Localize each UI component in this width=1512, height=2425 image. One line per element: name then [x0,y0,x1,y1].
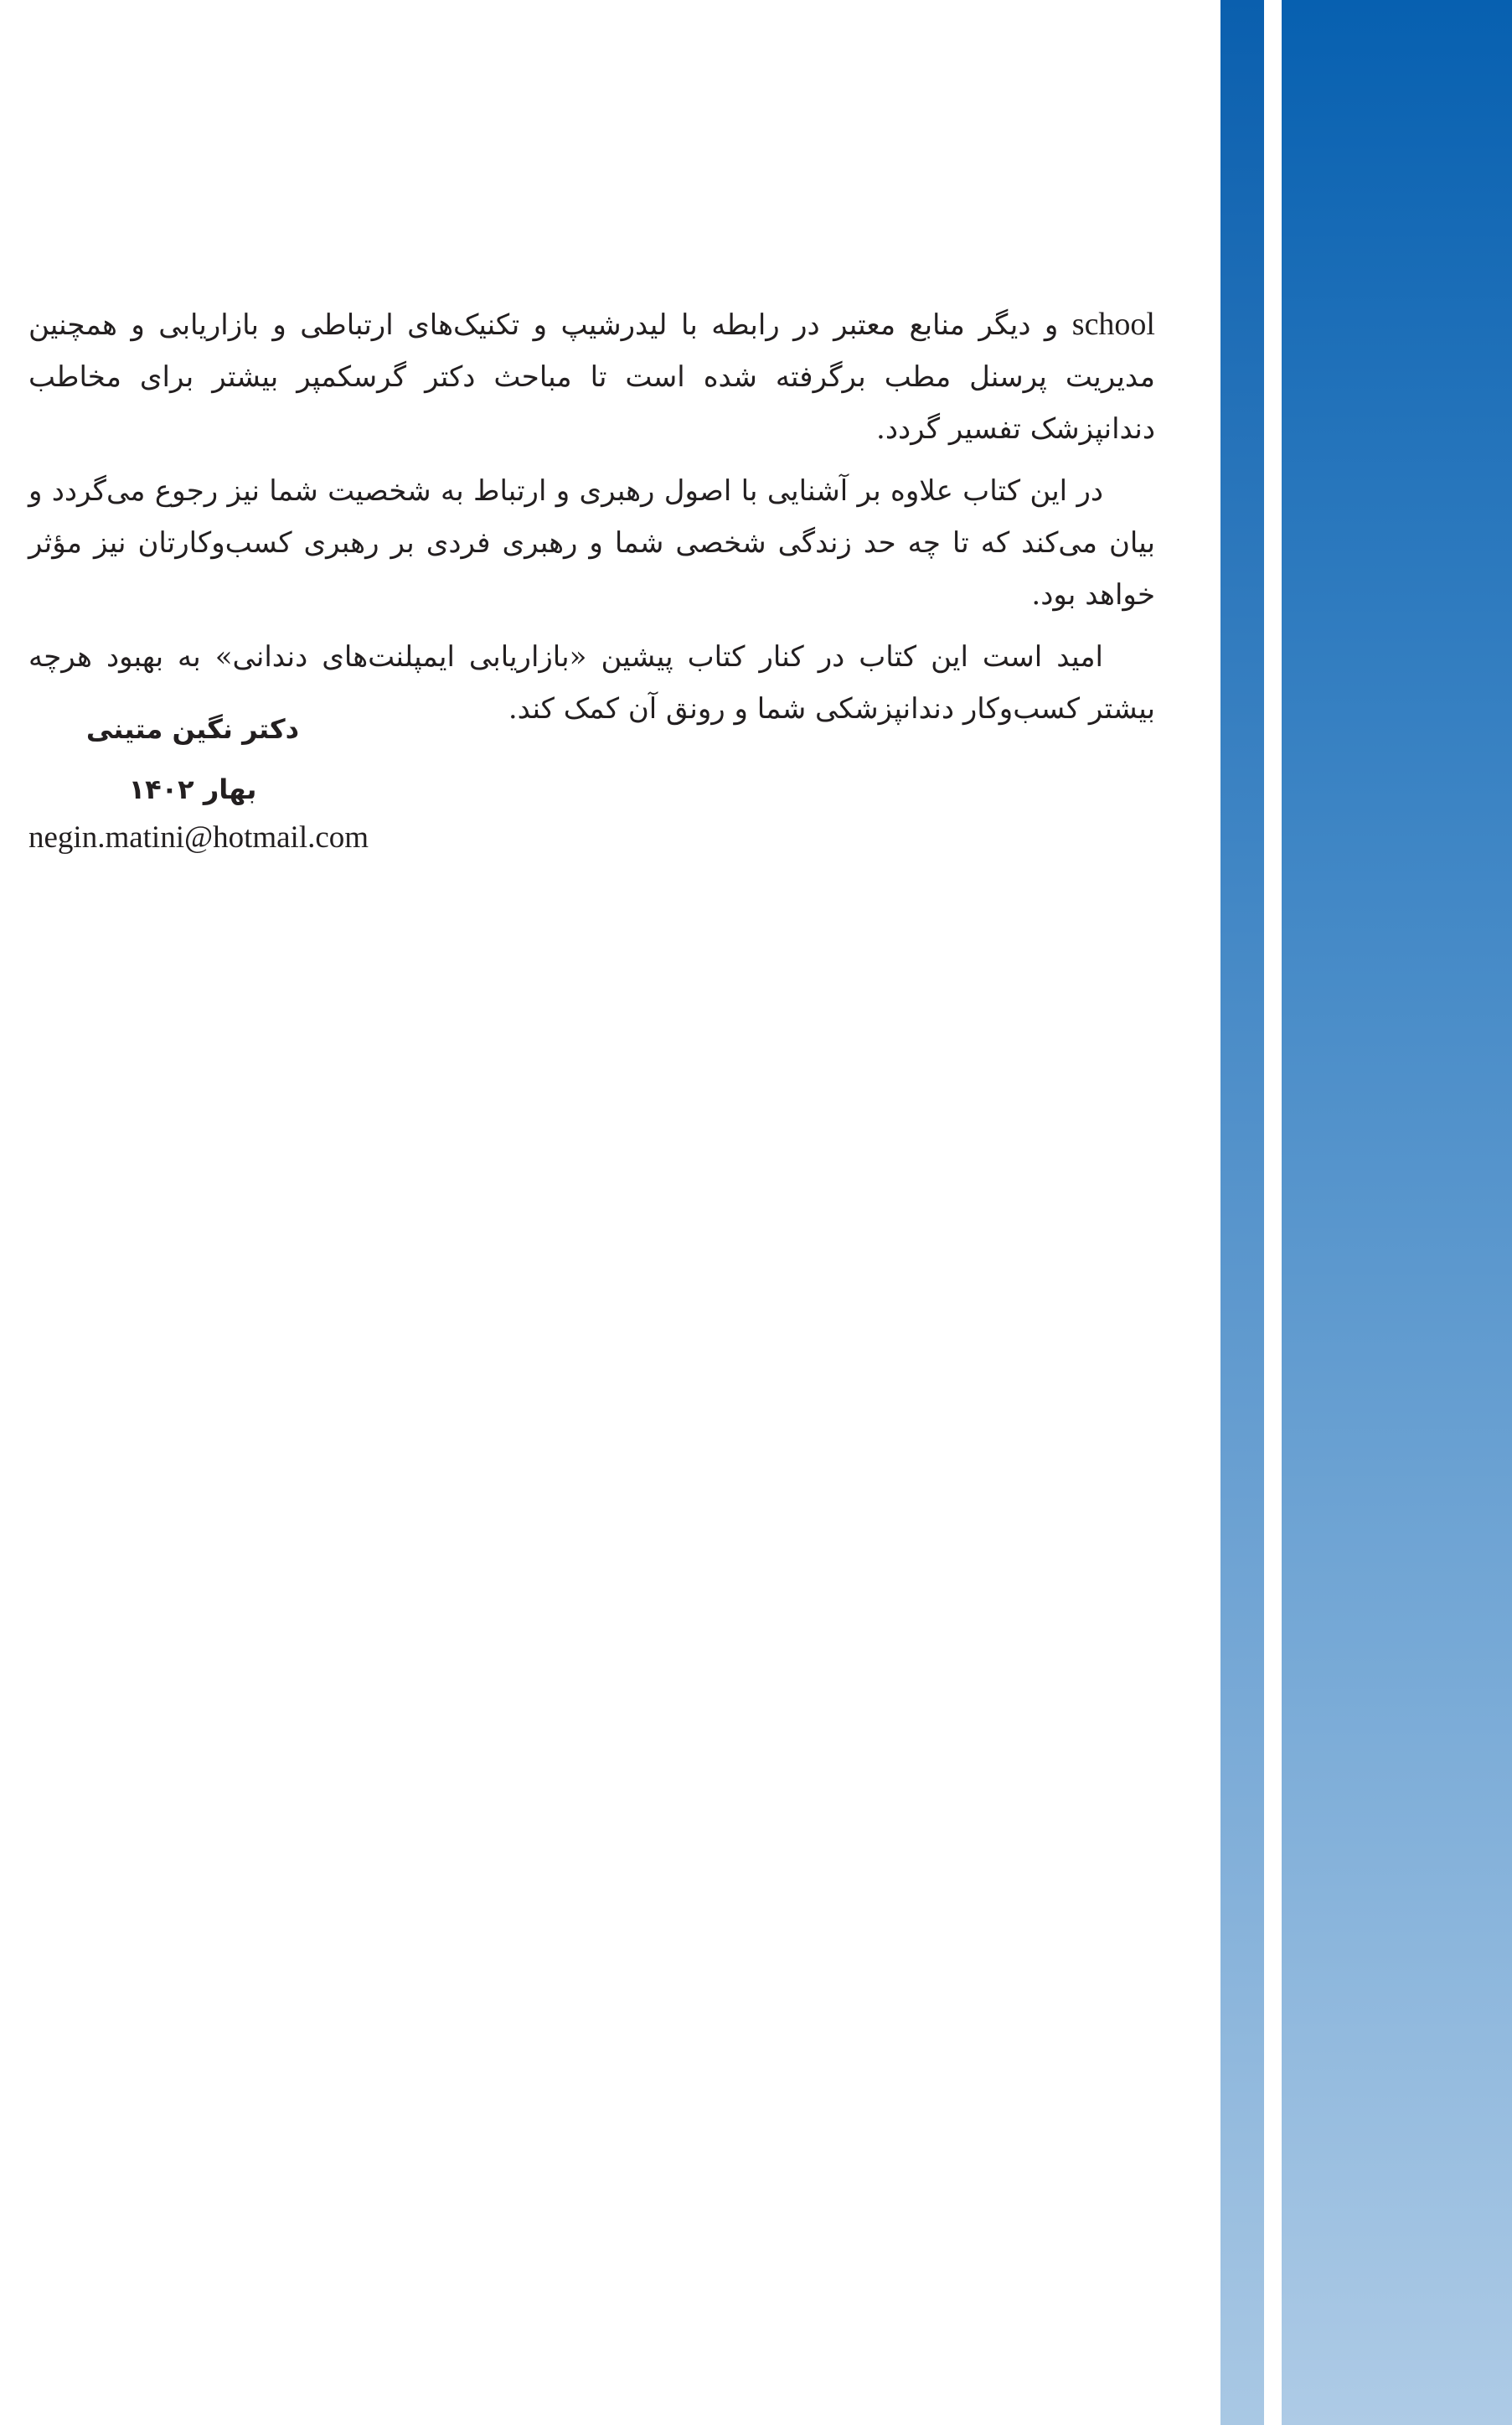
paragraph-1-text: و دیگر منابع معتبر در رابطه با لیدرشیپ و تکنیک‌های ارتباطی و بازاریابی و همچنین مدیریت پرسنل مطب برگرفته شده است تا مباحث دکتر گرسکمپر بیشتر برای مخاطب دندانپزشک تفسیر گردد. [28,308,1155,446]
paragraph-3: امید است این کتاب در کنار کتاب پیشین «بازاریابی ایمپلنت‌های دندانی» به بهبود هرچه بیشتر کسب‌وکار دندانپزشکی شما و رونق آن کمک کند. [28,640,1155,726]
decorative-band-narrow [1220,0,1264,2425]
author-name: دکتر نگین متینی [85,713,300,745]
signature-date: بهار ۱۴۰۲ [128,773,257,805]
paragraph-2: در این کتاب علاوه بر آشنایی با اصول رهبری و ارتباط به شخصیت شما نیز رجوع می‌گردد و بیان می‌کند که تا چه حد زندگی شخصی شما و رهبری فردی بر رهبری کسب‌وکارتان نیز مؤثر خواهد بود. [28,474,1155,612]
decorative-band-wide [1282,0,1512,2425]
body-text [28,298,1155,745]
author-email: negin.matini@hotmail.com [28,820,369,855]
paragraph-1-latin-word: school [1071,307,1155,342]
paragraph-1 [28,298,1155,455]
